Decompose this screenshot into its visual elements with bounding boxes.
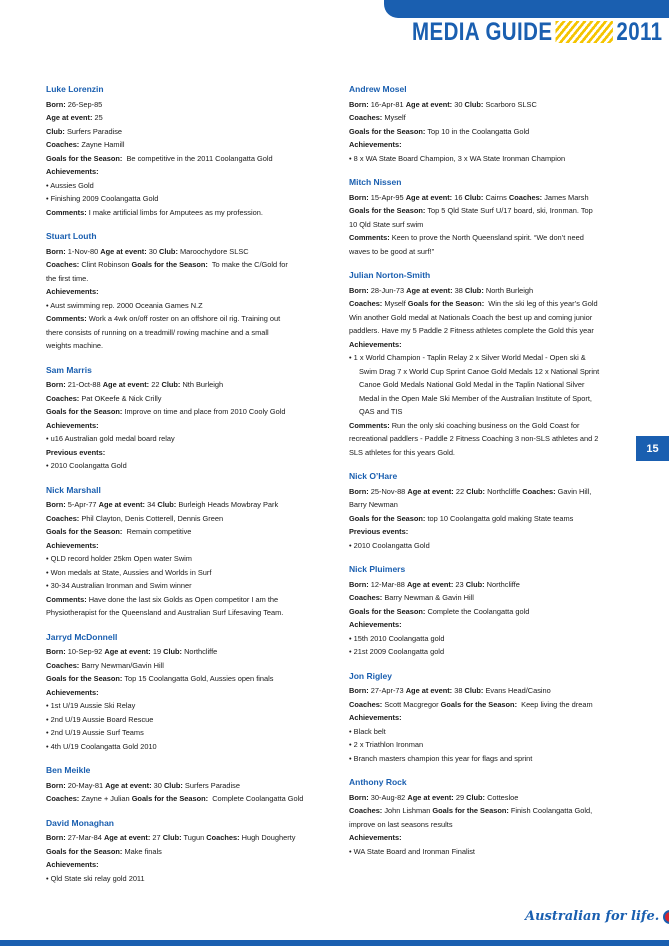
previous-events-line [349, 525, 629, 539]
athlete-entry [349, 83, 629, 165]
label: Age at event: [46, 113, 93, 122]
label: Achievements: [46, 287, 99, 296]
athlete-entry [46, 631, 316, 754]
athlete-name: Jon Rigley [349, 670, 392, 681]
coaches-value: John Lishman [384, 806, 431, 815]
label: Previous events: [46, 447, 106, 457]
label: Achievements: [349, 620, 402, 629]
label: Goals for the Season: [440, 699, 518, 709]
club-value: Nth Burleigh [182, 380, 224, 389]
coaches-value: Barry Newman & Gavin Hill [384, 593, 474, 602]
age-value: 22 [455, 486, 465, 496]
achievement-continued: Swim Drag 7 x World Cup Sprint Canoe Gold Medals 12 x National Sprint [359, 366, 600, 376]
born-line [46, 645, 316, 659]
brand-emblem-icon [663, 910, 669, 924]
goals-value: Remain competitive [126, 527, 192, 536]
coaches-line [46, 792, 316, 806]
athlete-name: Nick Pluimers [349, 564, 406, 574]
label: Age at event: [100, 246, 147, 256]
comments-continued: SLS athletes for this years Gold. [349, 447, 455, 457]
label: Comments: [349, 420, 390, 430]
born-value: 26-Sep-85 [67, 99, 103, 109]
coaches-line [349, 591, 629, 605]
label: Goals for the Season: [432, 806, 509, 815]
achievement-item: • Won medals at State, Aussies and Worlds in Surf [46, 566, 316, 580]
coaches-value: Scott Macgregor [384, 699, 439, 709]
label: Club: [464, 285, 484, 295]
goals-value: Win the ski leg of this year’s Gold [488, 299, 598, 308]
achievement-item: • 1st U/19 Aussie Ski Relay [46, 699, 316, 713]
goals-continued: the first time. [46, 273, 89, 283]
goals-value: Make finals [124, 846, 162, 856]
label: Goals for the Season: [349, 606, 426, 616]
goals-continued: improve on last seasons results [349, 819, 453, 829]
age-value: 29 [455, 792, 465, 802]
born-value: 1-Nov-80 [67, 246, 99, 256]
coaches-value: James Marsh [544, 192, 589, 202]
label: Club: [464, 99, 484, 109]
label: Born: [46, 500, 66, 509]
coaches-value: Myself [384, 299, 406, 308]
comments-continued: weights machine. [46, 341, 104, 350]
born-line [46, 498, 316, 512]
coaches-line [349, 804, 629, 818]
achievements-line [46, 686, 316, 700]
athlete-name: Nick Marshall [46, 484, 101, 495]
born-value: 27-Apr-73 [370, 686, 404, 695]
comments-value: I make artificial limbs for Amputees as my profession. [88, 207, 263, 217]
label: Club: [465, 579, 485, 589]
label: Coaches: [349, 299, 383, 308]
achievements-line [349, 618, 629, 632]
label: Coaches: [46, 140, 80, 149]
label: Age at event: [102, 380, 150, 389]
athlete-name: Anthony Rock [349, 777, 407, 787]
born-line [46, 245, 316, 259]
coaches-value: Clint Robinson [81, 260, 130, 269]
achievements-line [349, 338, 629, 352]
age-value: 30 [454, 99, 463, 109]
club-value: Maroochydore SLSC [179, 246, 249, 256]
athlete-name: Mitch Nissen [349, 177, 402, 187]
achievement-item: • Black belt [349, 725, 629, 739]
label: Goals for the Season: [46, 674, 123, 683]
achievement-item: • u16 Australian gold medal board relay [46, 432, 316, 446]
label: Age at event: [104, 647, 151, 656]
born-value: 27-Mar-84 [67, 833, 102, 842]
label: Born: [46, 833, 66, 842]
label: Age at event: [405, 192, 453, 202]
achievements-line [349, 711, 629, 725]
coaches-value: Myself [384, 113, 406, 122]
achievement-continued: QAS and TIS [359, 407, 403, 416]
achievement-item: • Aussies Gold [46, 179, 316, 193]
label: Goals for the Season: [349, 206, 426, 215]
athlete-entry [349, 470, 629, 552]
coaches-continued: Barry Newman [349, 500, 398, 509]
achievement-item: • 2nd U/19 Aussie Surf Teams [46, 726, 316, 740]
coaches-line [349, 111, 629, 125]
label: Age at event: [103, 833, 151, 842]
achievement-continued: Canoe Gold Medals National Gold Medal in the Taplin National Silver [359, 380, 585, 389]
label: Comments: [349, 233, 390, 242]
label: Coaches: [46, 393, 80, 403]
comments-value: Work a 4wk on/off roster on an offshore oil rig. Training out [88, 314, 281, 323]
bottom-bar [0, 940, 669, 946]
label: Born: [349, 579, 369, 589]
label: Coaches: [46, 513, 80, 523]
achievement-item [349, 351, 629, 365]
label: Achievements: [46, 167, 99, 176]
goals-value: To make the C/Gold for [211, 260, 288, 269]
age-value: 30 [148, 246, 157, 256]
achievements-line [349, 831, 629, 845]
comments-line [46, 312, 316, 326]
page-title [412, 17, 663, 47]
club-value: Cairns [485, 192, 507, 202]
born-line [349, 191, 629, 205]
age-value: 22 [151, 380, 160, 389]
athlete-name: Sam Marris [46, 364, 92, 375]
goals-value: top 10 Coolangatta gold making State teams [427, 513, 574, 523]
label: Goals for the Season: [349, 513, 426, 523]
age-value: 25 [94, 113, 103, 122]
athlete-entry [349, 670, 629, 766]
age-value: 16 [454, 192, 463, 202]
achievement-item: • QLD record holder 25km Open water Swim [46, 552, 316, 566]
born-value: 25-Nov-88 [370, 486, 406, 496]
born-line [46, 831, 316, 845]
age-line [46, 111, 316, 125]
label: Comments: [46, 314, 87, 323]
age-value: 38 [454, 285, 463, 295]
born-value: 30-Aug-82 [370, 792, 406, 802]
label: Goals for the Season: [46, 846, 123, 856]
previous-event-item: • 2010 Coolangatta Gold [46, 459, 316, 473]
born-value: 28-Jun-73 [370, 285, 405, 295]
achievement-continued: Medal in the Open Male Ski Member of the Australian Institute of Sport, [359, 393, 592, 403]
label: Coaches: [46, 660, 80, 670]
label: Coaches: [508, 192, 543, 202]
born-value: 16-Apr-81 [370, 99, 404, 109]
label: Coaches: [46, 794, 80, 803]
previous-event-item: • 2010 Coolangatta Gold [349, 539, 629, 553]
athlete-entry [349, 269, 629, 459]
label: Born: [46, 647, 66, 656]
comments-line [46, 593, 316, 607]
goals-line [349, 512, 629, 526]
label: Born: [349, 99, 369, 109]
athlete-name: Nick O’Hare [349, 471, 398, 481]
label: Club: [161, 380, 181, 389]
label: Club: [46, 126, 65, 136]
coaches-value: Barry Newman/Gavin Hill [81, 660, 164, 670]
coaches-value: Zayne Hamill [81, 140, 125, 149]
athlete-entry [46, 817, 316, 886]
athlete-name: Stuart Louth [46, 231, 97, 241]
label: Age at event: [405, 686, 453, 695]
club-value: North Burleigh [485, 285, 534, 295]
born-value: 10-Sep-92 [67, 647, 103, 656]
age-value: 19 [152, 647, 162, 656]
born-line [349, 791, 629, 805]
label: Comments: [46, 207, 87, 217]
header-blue-band [384, 0, 669, 18]
goals-value: Improve on time and place from 2010 Cooly Gold [124, 407, 286, 416]
born-line [46, 779, 316, 793]
club-value: Scarboro SLSC [485, 99, 537, 109]
label: Comments: [46, 594, 87, 604]
club-value: Surfers Paradise [66, 126, 122, 136]
goals-value: Be competitive in the 2011 Coolangatta Gold [126, 153, 273, 163]
label: Club: [157, 500, 177, 509]
age-value: 38 [454, 686, 463, 695]
label: Achievements: [46, 860, 99, 869]
coaches-line [46, 138, 316, 152]
achievement-item: • 15th 2010 Coolangatta gold [349, 632, 629, 646]
comments-continued: there consists of running on a treadmill/ rowing machine and a small [46, 327, 269, 337]
club-value: Burleigh Heads Mowbray Park [178, 500, 279, 509]
left-column [46, 83, 316, 896]
club-value: Northcliffe [184, 647, 218, 656]
born-value: 20-May-81 [67, 780, 104, 790]
born-line [46, 98, 316, 112]
label: Coaches: [206, 833, 240, 842]
goals-value: Complete Coolangatta Gold [212, 794, 304, 803]
goals-value: Top 5 Qld State Surf U/17 board, ski, Ironman. Top [427, 206, 593, 215]
label: Born: [46, 780, 66, 790]
born-line [349, 485, 629, 499]
label: Coaches: [349, 699, 383, 709]
coaches-value: Hugh Dougherty [241, 833, 296, 842]
goals-continued: 10 Qld State surf swim [349, 219, 424, 229]
label: Goals for the Season: [349, 126, 426, 136]
born-value: 21-Oct-88 [67, 380, 101, 389]
label: Goals for the Season: [407, 299, 485, 308]
comments-continued: Physiotherapist for the Queensland and Australian Surf Lifesaving Team. [46, 608, 284, 617]
label: Achievements: [46, 420, 99, 430]
born-line [349, 98, 629, 112]
achievement-item: • 8 x WA State Board Champion, 3 x WA State Ironman Champion [349, 152, 629, 166]
goals-value: Top 10 in the Coolangatta Gold [427, 126, 530, 136]
achievement-item: • 2nd U/19 Aussie Board Rescue [46, 713, 316, 727]
born-value: 15-Apr-95 [370, 192, 404, 202]
goals-value: Finish Coolangatta Gold, [510, 806, 593, 815]
athlete-entry [349, 776, 629, 858]
achievements-line [46, 539, 316, 553]
athlete-name: Andrew Mosel [349, 84, 407, 94]
achievement-item: • Aust swimming rep. 2000 Oceania Games N.Z [46, 299, 316, 313]
label: Age at event: [406, 579, 454, 589]
label: Born: [349, 192, 369, 202]
goals-continued: paddlers. Have my 5 Paddle 2 Fitness athletes complete the Gold this year [349, 326, 594, 335]
club-value: Surfers Paradise [184, 780, 240, 790]
label: Age at event: [407, 486, 454, 496]
coaches-line [46, 392, 316, 406]
comments-value: Have done the last six Golds as Open competitor I am the [88, 594, 279, 604]
goals-value: Top 15 Coolangatta Gold, Aussies open finals [124, 674, 274, 683]
born-line [349, 684, 629, 698]
page-number-tab: 15 [636, 436, 669, 461]
label: Club: [163, 780, 183, 790]
label: Club: [464, 192, 484, 202]
label: Coaches: [349, 113, 383, 122]
achievement-item: • WA State Board and Ironman Finalist [349, 845, 629, 859]
goals-value: Keep living the dream [521, 699, 593, 709]
athlete-name: Luke Lorenzin [46, 84, 104, 94]
athlete-entry [349, 563, 629, 659]
comments-continued: waves to be good at surf!” [349, 246, 435, 256]
label: Previous events: [349, 527, 409, 536]
club-line [46, 125, 316, 139]
label: Coaches: [46, 260, 80, 269]
label: Club: [464, 686, 484, 695]
coaches-line [349, 698, 629, 712]
club-value: Northcliffe [487, 486, 521, 496]
athlete-name: David Monaghan [46, 817, 115, 828]
achievement-item: • Finishing 2009 Coolangatta Gold [46, 192, 316, 206]
coaches-value: Phil Clayton, Denis Cotterell, Dennis Green [81, 513, 224, 523]
club-value: Evans Head/Casino [485, 686, 551, 695]
title-year: 2011 [616, 17, 663, 46]
label: Club: [163, 647, 183, 656]
achievements-line [46, 419, 316, 433]
label: Goals for the Season: [131, 260, 208, 269]
athlete-entry [46, 230, 316, 353]
coaches-value: Pat OKeefe & Nick Crilly [81, 393, 162, 403]
label: Club: [466, 792, 486, 802]
achievement-text: 1 x World Champion - Taplin Relay 2 x Silver World Medal - Open ski & [353, 353, 586, 362]
athlete-entry [349, 176, 629, 258]
born-line [349, 578, 629, 592]
born-value: 12-Mar-88 [370, 579, 405, 589]
label: Achievements: [349, 339, 402, 349]
age-value: 23 [455, 579, 464, 589]
goals-line [46, 525, 316, 539]
comments-line [349, 231, 629, 245]
label: Achievements: [46, 540, 99, 550]
label: Born: [349, 285, 369, 295]
label: Coaches: [349, 806, 383, 815]
age-value: 27 [152, 833, 161, 842]
label: Age at event: [407, 792, 454, 802]
age-value: 30 [153, 780, 162, 790]
goals-line [46, 405, 316, 419]
goals-line [349, 605, 629, 619]
label: Age at event: [405, 99, 453, 109]
athlete-name: Julian Norton-Smith [349, 270, 431, 280]
club-value: Cottesloe [487, 792, 519, 802]
label: Age at event: [98, 500, 146, 509]
coaches-value: Gavin Hill, [557, 486, 592, 496]
goals-line [349, 125, 629, 139]
label: Born: [349, 792, 369, 802]
label: Coaches: [522, 486, 556, 496]
achievement-item: • Qld State ski relay gold 2011 [46, 872, 316, 886]
label: Achievements: [349, 140, 402, 149]
goals-line [46, 845, 316, 859]
label: Born: [46, 246, 66, 256]
achievements-line [46, 858, 316, 872]
comments-continued: recreational paddlers - Paddle 2 Fitness Coaching 3 non-SLS athletes and 2 [349, 434, 599, 443]
goals-line [46, 152, 316, 166]
coaches-line [46, 512, 316, 526]
label: Goals for the Season: [46, 407, 123, 416]
label: Born: [349, 686, 369, 695]
club-value: Tugun [183, 833, 205, 842]
label: Goals for the Season: [46, 153, 123, 163]
comments-value: Keen to prove the North Queensland spirit. “We don’t need [391, 233, 584, 242]
goals-line [349, 204, 629, 218]
coaches-line [349, 297, 629, 311]
coaches-line [46, 659, 316, 673]
born-value: 5-Apr-77 [67, 500, 97, 509]
label: Born: [46, 380, 66, 389]
athlete-name: Jarryd McDonnell [46, 631, 118, 642]
label: Coaches: [349, 593, 383, 602]
coaches-value: Zayne + Julian [81, 794, 130, 803]
right-column [349, 83, 629, 869]
athlete-name: Ben Meikle [46, 765, 91, 775]
label: Born: [46, 99, 66, 109]
achievement-item: • 21st 2009 Coolangatta gold [349, 645, 629, 659]
athlete-entry [46, 364, 316, 473]
label: Age at event: [406, 285, 453, 295]
comments-value: Run the only ski coaching business on the Gold Coast for [391, 420, 580, 430]
label: Achievements: [349, 713, 402, 722]
label: Achievements: [349, 833, 402, 842]
title-text: MEDIA GUIDE [412, 17, 553, 46]
achievements-line [46, 165, 316, 179]
goals-line [46, 672, 316, 686]
coaches-line [46, 258, 316, 272]
achievement-item: • 2 x Triathlon Ironman [349, 738, 629, 752]
achievement-item: • 4th U/19 Coolangatta Gold 2010 [46, 740, 316, 754]
comments-line [46, 206, 316, 220]
label: Goals for the Season: [131, 794, 209, 803]
age-value: 34 [147, 500, 156, 509]
label: Achievements: [46, 687, 99, 697]
brand-logo [525, 909, 669, 924]
label: Born: [349, 486, 369, 496]
athlete-entry [46, 764, 316, 806]
title-stripes [556, 21, 613, 43]
comments-line [349, 419, 629, 433]
born-line [349, 284, 629, 298]
goals-continued: Win another Gold medal at Nationals Coach the best up and coming junior [349, 312, 593, 322]
achievement-item: • Branch masters champion this year for flags and sprint [349, 752, 629, 766]
label: Club: [466, 486, 486, 496]
born-line [46, 378, 316, 392]
previous-events-line [46, 446, 316, 460]
label: Age at event: [105, 780, 152, 790]
achievements-line [349, 138, 629, 152]
athlete-entry [46, 484, 316, 620]
label: Club: [159, 246, 178, 256]
brand-text: Australian for life. [525, 909, 660, 924]
achievement-item: • 30-34 Australian Ironman and Swim winner [46, 579, 316, 593]
label: Club: [162, 833, 182, 842]
club-value: Northcliffe [486, 579, 520, 589]
athlete-entry [46, 83, 316, 219]
label: Goals for the Season: [46, 527, 123, 536]
goals-value: Complete the Coolangatta gold [427, 606, 530, 616]
achievements-line [46, 285, 316, 299]
